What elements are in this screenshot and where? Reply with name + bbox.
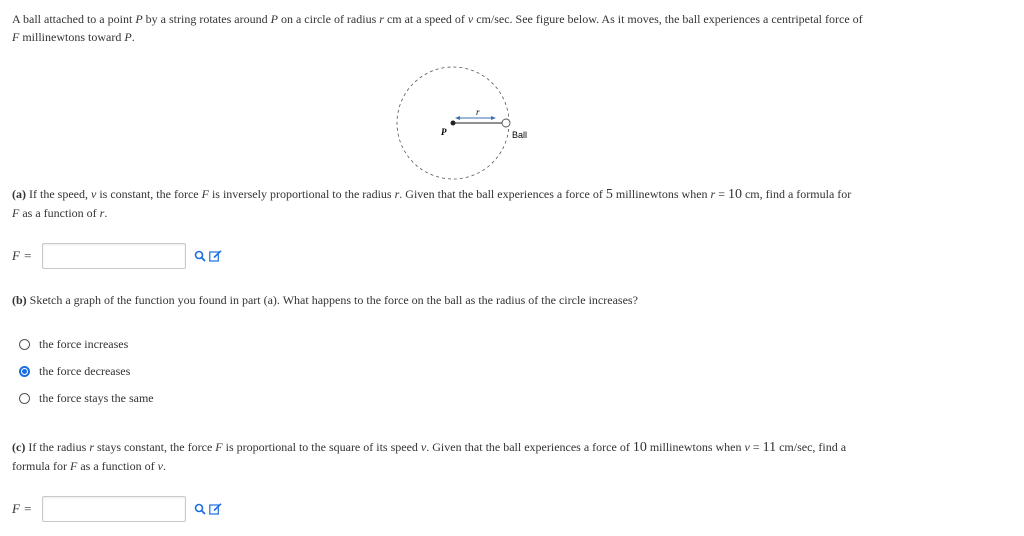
circle-figure (385, 62, 545, 187)
option-force-increases[interactable]: the force increases (19, 337, 128, 352)
radius-arrow-head-left (455, 116, 460, 120)
option-force-decreases[interactable]: the force decreases (19, 364, 130, 379)
circle-diagram (385, 62, 545, 187)
magnifier-icon[interactable] (194, 250, 206, 262)
part-c-answer-row (12, 495, 222, 523)
part-b-question: (b) Sketch a graph of the function you found in part (a). What happens to the force on the ball as the radius of the circle increases? (12, 293, 638, 307)
radius-arrow-head-right (491, 116, 496, 120)
part-a-answer-label: F = (12, 248, 32, 263)
radius-label: r (476, 107, 480, 117)
problem-intro: A ball attached to a point P by a string rotates around P on a circle of radius r cm at a speed of v cm/sec. See figure below. As it moves, the ball experiences a centripetal force of F millinewtons toward P. (12, 12, 863, 44)
ball-label: Ball (512, 130, 528, 140)
option-force-stays-same[interactable]: the force stays the same (19, 391, 154, 406)
part-c-tools (194, 503, 222, 515)
part-a-answer-input[interactable] (42, 243, 186, 269)
radio-button[interactable] (19, 393, 30, 404)
part-c-answer-input[interactable] (42, 496, 186, 522)
ball (502, 119, 510, 127)
radio-button-selected[interactable] (19, 366, 30, 377)
edit-icon[interactable] (209, 503, 222, 515)
part-a-tools (194, 250, 222, 262)
magnifier-icon[interactable] (194, 503, 206, 515)
radio-button[interactable] (19, 339, 30, 350)
part-a-answer-row (12, 242, 222, 270)
part-c-answer-label: F = (12, 501, 32, 516)
edit-icon[interactable] (209, 250, 222, 262)
center-point (451, 121, 456, 126)
part-c-question: (c) If the radius r stays constant, the force F is proportional to the square of its speed v. Given that the ball experiences a force of 10 millinewtons when v = 11 cm/sec, find a formula for F as a function of v. (12, 440, 847, 473)
center-label: P (441, 127, 447, 137)
part-a-question: (a) If the speed, v is constant, the force F is inversely proportional to the radius r. Given that the ball experiences a force of 5 millinewtons when r = 10 cm, find a formula for F as a function of r. (12, 187, 852, 220)
